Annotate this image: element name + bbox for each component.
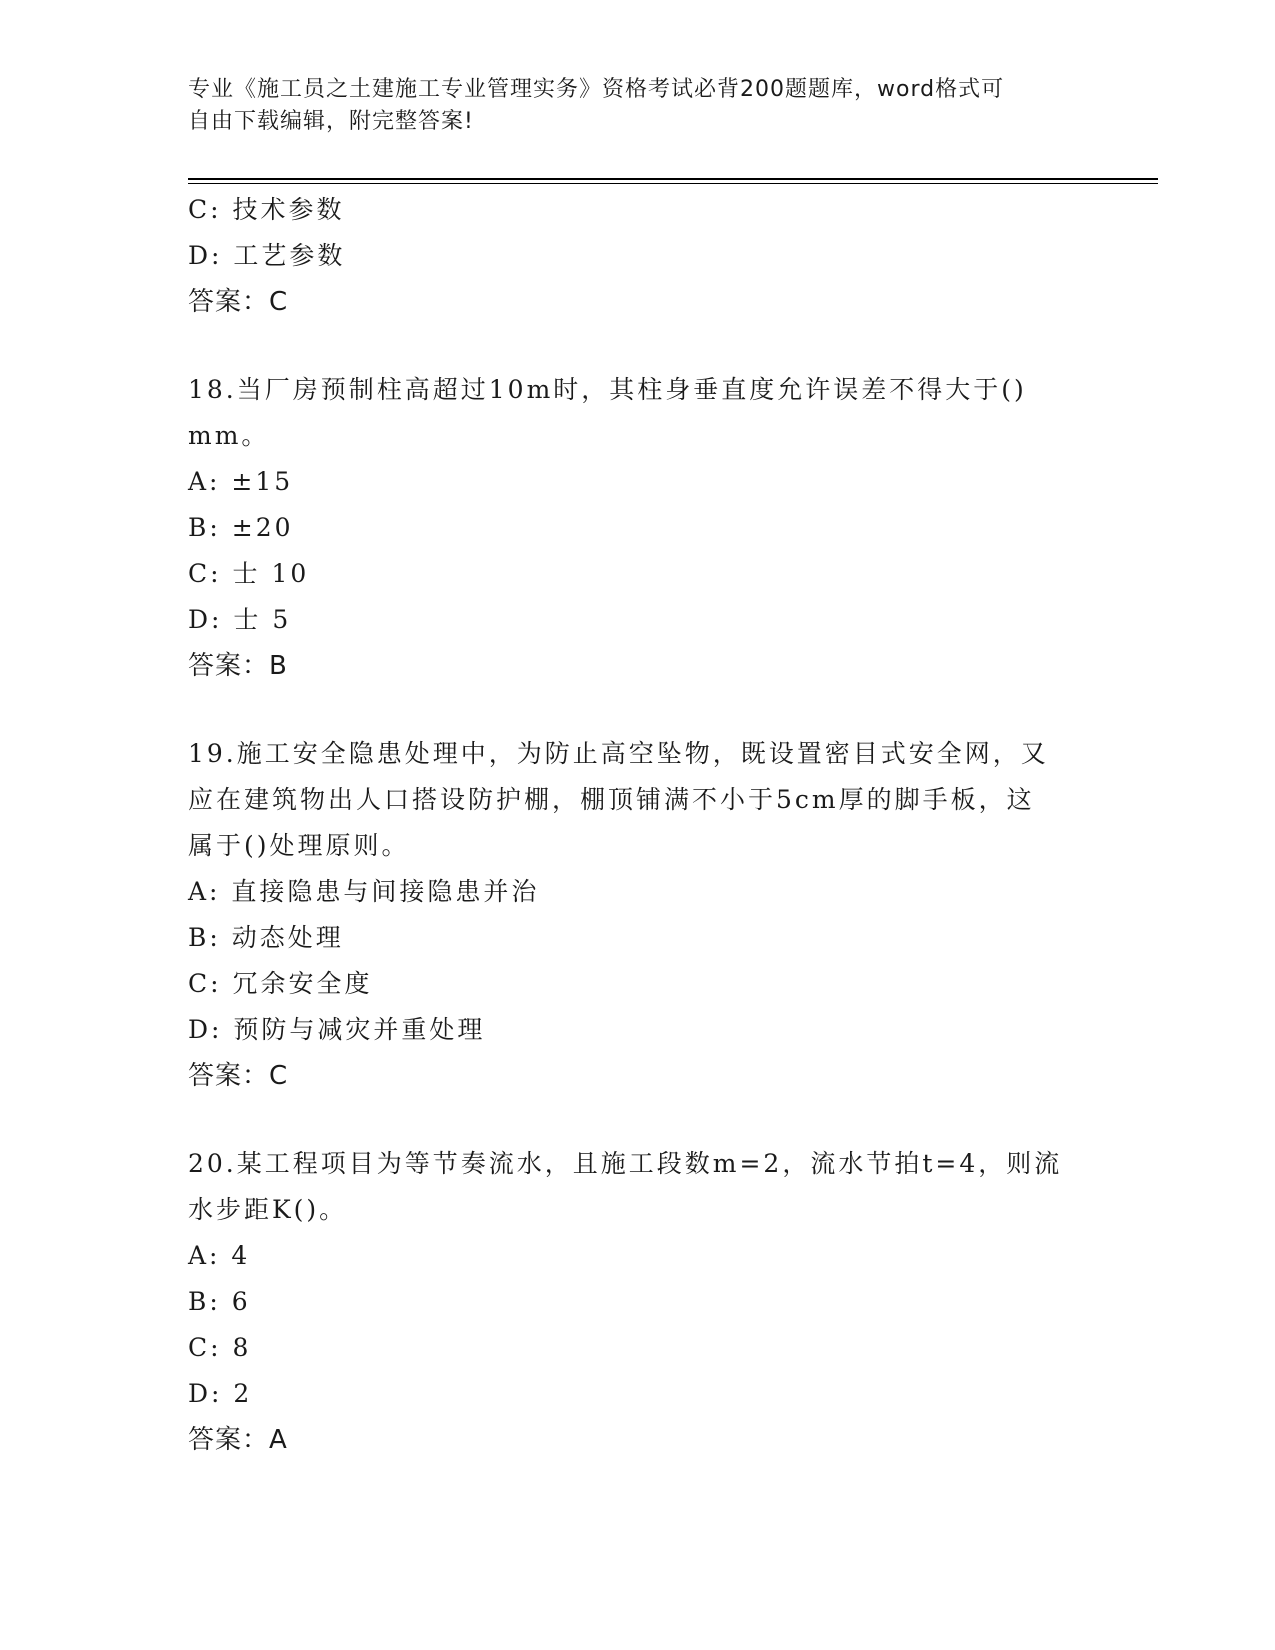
question-18	[188, 367, 1088, 689]
document-header	[188, 74, 1088, 138]
option-d: D: 预防与减灾并重处理	[188, 1015, 486, 1044]
option-a: A: 4	[188, 1241, 251, 1270]
option-c: C: 技术参数	[188, 195, 345, 224]
question-text-line: 属于()处理原则。	[188, 831, 410, 860]
question-text-line: 18.当厂房预制柱高超过10m时，其柱身垂直度允许误差不得大于()	[188, 375, 1027, 404]
option-c: C: 冗余安全度	[188, 969, 373, 998]
option-a: A: ±15	[188, 467, 294, 496]
option-b: B: 6	[188, 1287, 251, 1316]
option-c: C: 8	[188, 1333, 252, 1362]
header-divider-thin	[188, 183, 1158, 184]
question-text-line: 应在建筑物出人口搭设防护棚，棚顶铺满不小于5cm厚的脚手板，这	[188, 785, 1035, 814]
question-20	[188, 1141, 1088, 1463]
option-a: A: 直接隐患与间接隐患并治	[188, 877, 540, 906]
answer-line: 答案：C	[188, 1061, 289, 1091]
option-b: B: ±20	[188, 513, 294, 542]
question-19	[188, 731, 1088, 1099]
question-text-line: mm。	[188, 421, 270, 450]
header-line-1: 专业《施工员之土建施工专业管理实务》资格考试必背200题题库，word格式可	[188, 77, 1005, 102]
answer-line: 答案：A	[188, 1425, 288, 1455]
prev-question	[188, 187, 1088, 325]
answer-line: 答案：B	[188, 651, 288, 681]
answer-line: 答案：C	[188, 287, 289, 317]
option-c: C: 士 10	[188, 559, 310, 588]
question-text-line: 水步距K()。	[188, 1195, 348, 1224]
option-d: D: 2	[188, 1379, 253, 1408]
question-text-line: 19.施工安全隐患处理中，为防止高空坠物，既设置密目式安全网，又	[188, 739, 1049, 768]
option-d: D: 工艺参数	[188, 241, 346, 270]
question-text-line: 20.某工程项目为等节奏流水，且施工段数m=2，流水节拍t=4，则流	[188, 1149, 1063, 1178]
option-d: D: 士 5	[188, 605, 292, 634]
header-divider-thick	[188, 178, 1158, 180]
option-b: B: 动态处理	[188, 923, 344, 952]
question-list	[188, 187, 1088, 1463]
header-line-2: 自由下载编辑，附完整答案!	[188, 109, 474, 134]
